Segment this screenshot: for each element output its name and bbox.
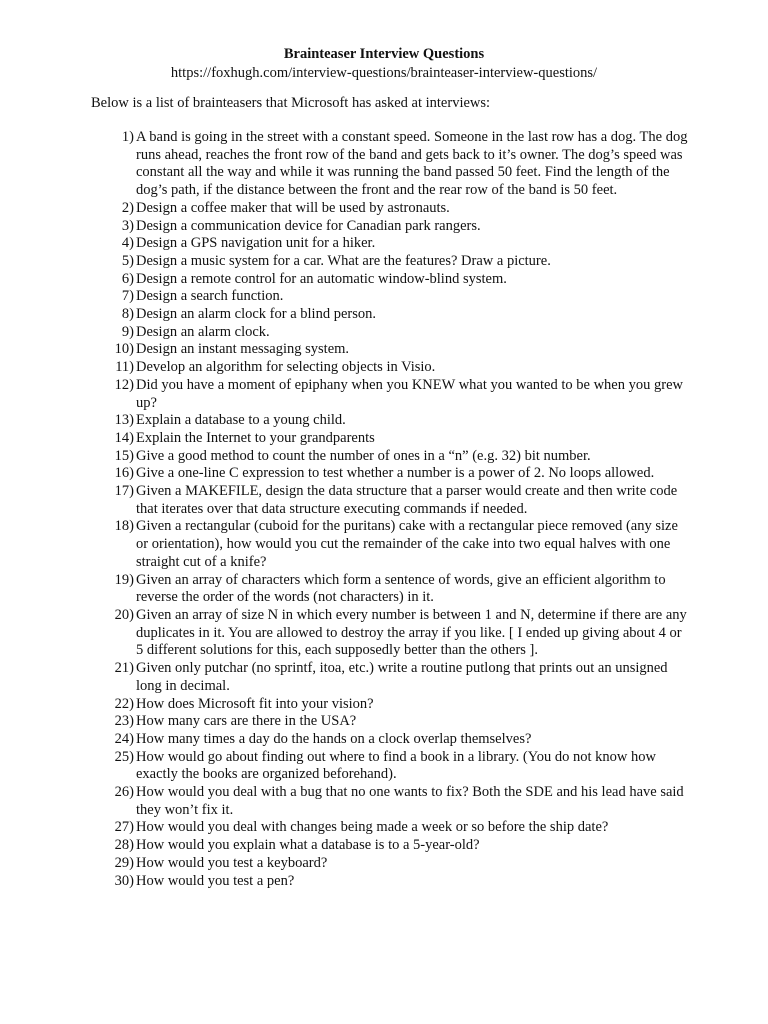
question-item [91, 607, 691, 660]
question-number: 14) [114, 429, 134, 446]
question-item [91, 129, 691, 200]
question-number: 5) [121, 252, 134, 269]
question-item [91, 660, 691, 695]
question-number: 16) [114, 465, 134, 482]
question-item [91, 200, 691, 218]
question-item [91, 873, 691, 891]
question-text: Explain the Internet to your grandparents [136, 429, 375, 446]
question-text: How would you test a keyboard? [136, 854, 328, 871]
question-text: Give a one-line C expression to test whether a number is a power of 2. No loops allowed. [136, 465, 655, 482]
question-item [91, 448, 691, 466]
question-item [91, 306, 691, 324]
question-text: Given a rectangular (cuboid for the puritans) cake with a rectangular piece removed (any size or orientation), how would you cut the remainder of the cake into two equal halves with one straight cut of a knife? [136, 518, 678, 570]
question-number: 20) [114, 606, 134, 623]
question-text: Design a coffee maker that will be used by astronauts. [136, 199, 450, 216]
question-text: Give a good method to count the number of ones in a “n” (e.g. 32) bit number. [136, 447, 591, 464]
question-text: Design a remote control for an automatic window-blind system. [136, 270, 507, 287]
question-text: A band is going in the street with a constant speed. Someone in the last row has a dog. The dog runs ahead, reaches the front row of the band and gets back to it’s owner. The dog’s speed was constant all the way and while it was running the band passed 50 feet. Find the length of the dog’s path, if the distance between the front and the rear row of the band is 50 feet. [136, 129, 688, 199]
question-item [91, 731, 691, 749]
question-item [91, 837, 691, 855]
question-item [91, 288, 691, 306]
question-item [91, 271, 691, 289]
question-text: Explain a database to a young child. [136, 412, 346, 429]
question-number: 19) [114, 571, 134, 588]
question-number: 12) [114, 376, 134, 393]
question-number: 13) [114, 412, 134, 429]
question-text: Design a communication device for Canadian park rangers. [136, 217, 481, 234]
question-text: How does Microsoft fit into your vision? [136, 695, 374, 712]
question-number: 11) [115, 359, 134, 376]
question-number: 15) [114, 447, 134, 464]
question-number: 30) [114, 872, 134, 889]
question-item [91, 749, 691, 784]
question-number: 3) [121, 217, 134, 234]
question-number: 6) [121, 270, 134, 287]
question-item [91, 253, 691, 271]
question-text: How many cars are there in the USA? [136, 713, 357, 730]
question-item [91, 412, 691, 430]
question-number: 4) [121, 235, 134, 252]
question-text: How would you deal with changes being made a week or so before the ship date? [136, 819, 609, 836]
question-number: 2) [121, 199, 134, 216]
question-text: Design a search function. [136, 288, 284, 305]
question-number: 1) [121, 129, 134, 145]
question-text: How many times a day do the hands on a clock overlap themselves? [136, 730, 532, 747]
question-item [91, 819, 691, 837]
question-item [91, 235, 691, 253]
question-text: How would go about finding out where to find a book in a library. (You do not know how exactly the books are organized beforehand). [136, 748, 656, 783]
question-number: 25) [114, 748, 134, 765]
question-text: Given only putchar (no sprintf, itoa, etc.) write a routine putlong that prints out an unsigned long in decimal. [136, 660, 668, 694]
question-text: Design an alarm clock. [136, 323, 270, 340]
question-item [91, 572, 691, 607]
question-number: 18) [114, 518, 134, 535]
question-text: Design an alarm clock for a blind person. [136, 306, 376, 323]
question-item [91, 465, 691, 483]
intro-text: Below is a list of brainteasers that Microsoft has asked at interviews: [91, 95, 491, 111]
question-text: Did you have a moment of epiphany when you KNEW what you wanted to be when you grew up? [136, 376, 683, 411]
question-number: 29) [114, 854, 134, 871]
question-number: 22) [114, 695, 134, 712]
question-text: How would you test a pen? [136, 872, 295, 889]
source-url: https://foxhugh.com/interview-questions/brainteaser-interview-questions/ [170, 65, 598, 81]
question-list [91, 129, 691, 890]
question-number: 28) [114, 837, 134, 854]
question-text: Develop an algorithm for selecting objects in Visio. [136, 359, 436, 376]
question-number: 9) [121, 323, 134, 340]
question-item [91, 713, 691, 731]
question-item [91, 784, 691, 819]
question-text: Given an array of characters which form a sentence of words, give an efficient algorithm to reverse the order of the words (not characters) in it. [136, 571, 666, 606]
question-item [91, 218, 691, 236]
question-text: Design an instant messaging system. [136, 341, 350, 358]
question-number: 23) [114, 713, 134, 730]
question-number: 24) [114, 730, 134, 747]
question-text: How would you explain what a database is to a 5-year-old? [136, 837, 480, 854]
question-item [91, 518, 691, 571]
question-number: 10) [114, 341, 134, 358]
question-number: 17) [114, 483, 134, 500]
question-item [91, 855, 691, 873]
question-number: 8) [121, 306, 134, 323]
question-text: Given a MAKEFILE, design the data structure that a parser would create and then write code that iterates over that data structure executing commands if needed. [136, 483, 678, 517]
document-title: Brainteaser Interview Questions [283, 46, 485, 62]
question-number: 27) [114, 819, 134, 836]
question-item [91, 324, 691, 342]
question-number: 7) [121, 288, 134, 305]
question-item [91, 430, 691, 448]
question-text: Design a music system for a car. What are the features? Draw a picture. [136, 252, 551, 269]
question-number: 21) [114, 660, 134, 677]
question-text: How would you deal with a bug that no one wants to fix? Both the SDE and his lead have said they won’t fix it. [136, 784, 684, 818]
question-item [91, 359, 691, 377]
question-item [91, 483, 691, 518]
question-item [91, 696, 691, 714]
question-item [91, 341, 691, 359]
question-number: 26) [114, 784, 134, 801]
question-text: Given an array of size N in which every number is between 1 and N, determine if there are any duplicates in it. You are allowed to destroy the array if you like. [ I ended up giving about 4 or 5 different solutions for this, each supposedly better than the others ]. [136, 606, 687, 659]
question-item [91, 377, 691, 412]
question-text: Design a GPS navigation unit for a hiker. [136, 235, 376, 252]
